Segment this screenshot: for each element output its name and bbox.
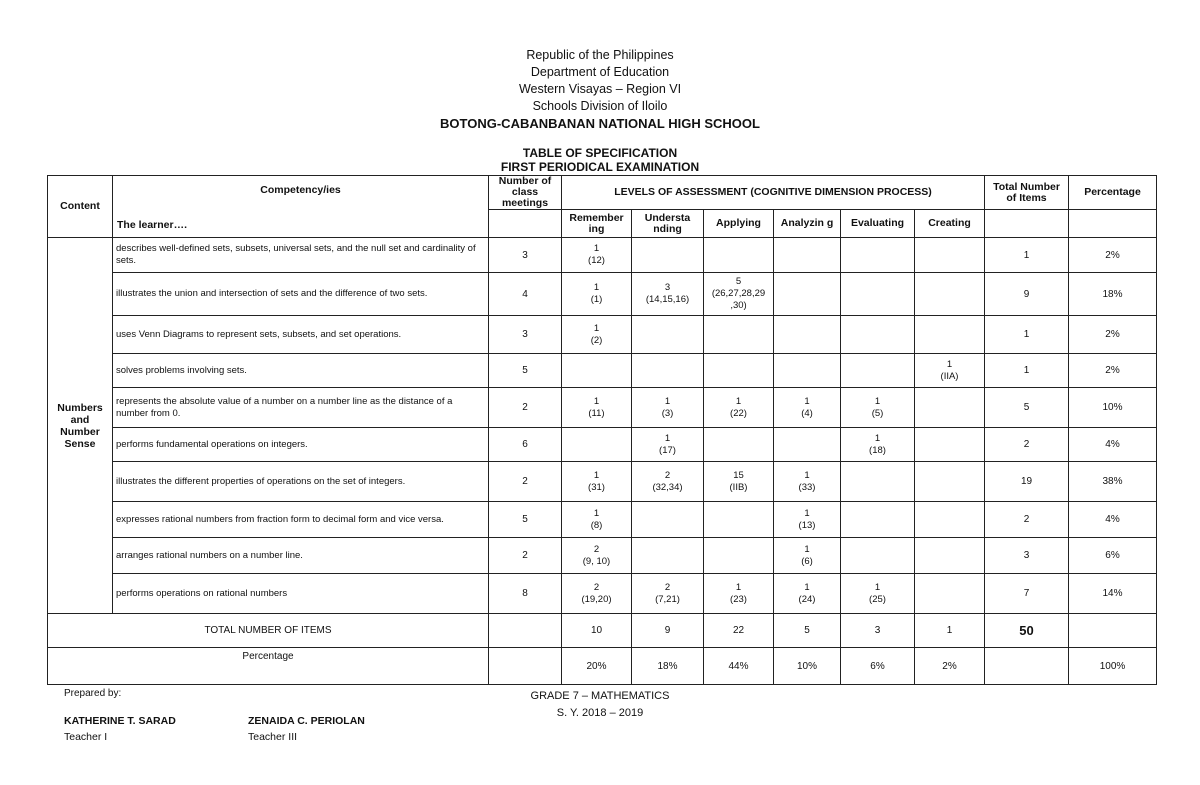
totals-row (48, 614, 1157, 648)
level-eva-cell: 1 (18) (841, 428, 915, 462)
level-ana-cell: 1 (6) (774, 538, 841, 574)
level-rem-cell (562, 354, 632, 388)
level-ana-cell: 1 (13) (774, 502, 841, 538)
level-und-cell: 2 (7,21) (632, 574, 704, 614)
competency-cell: describes well-defined sets, subsets, universal sets, and the null set and cardinality of sets. (113, 238, 489, 273)
level-und-cell (632, 238, 704, 273)
header-percentage: Percentage (1069, 176, 1157, 210)
header-content: Content (48, 176, 113, 238)
header-percentage-sub (1069, 210, 1157, 238)
level-rem-cell: 2 (9, 10) (562, 538, 632, 574)
level-ana-cell (774, 316, 841, 354)
level-rem-cell: 1 (11) (562, 388, 632, 428)
document-titles (0, 146, 1200, 174)
table-row (48, 354, 1157, 388)
level-app-cell (704, 238, 774, 273)
percentage-cell: 2% (1069, 316, 1157, 354)
percentages-app: 44% (704, 648, 774, 685)
table-row (48, 388, 1157, 428)
level-und-cell (632, 316, 704, 354)
level-eva-cell (841, 273, 915, 316)
header-line-region: Western Visayas – Region VI (518, 82, 682, 96)
meetings-cell: 3 (489, 238, 562, 273)
level-app-cell (704, 502, 774, 538)
totals-label: TOTAL NUMBER OF ITEMS (48, 614, 489, 648)
totals-meetings-empty (489, 614, 562, 648)
competency-cell: illustrates the union and intersection of sets and the difference of two sets. (113, 273, 489, 316)
school-year: S. Y. 2018 – 2019 (556, 707, 644, 719)
level-cre-cell: 1 (IIA) (915, 354, 985, 388)
level-app-cell (704, 538, 774, 574)
level-app-cell (704, 316, 774, 354)
level-cre-cell (915, 538, 985, 574)
percentage-cell: 10% (1069, 388, 1157, 428)
signatory-2-title: Teacher III (248, 731, 298, 743)
header-total: Total Number of Items (985, 176, 1069, 210)
header-learner-label: The learner…. (117, 219, 188, 231)
title-exam: FIRST PERIODICAL EXAMINATION (500, 160, 700, 174)
signatory-1-title: Teacher I (64, 731, 108, 743)
level-rem-cell (562, 428, 632, 462)
total-items-cell: 5 (985, 388, 1069, 428)
level-eva-cell (841, 502, 915, 538)
school-name: BOTONG-CABANBANAN NATIONAL HIGH SCHOOL (440, 116, 760, 131)
level-rem-cell: 1 (12) (562, 238, 632, 273)
header-competency (113, 176, 489, 238)
level-cre-cell (915, 462, 985, 502)
header-analyzing: Analyzin g (774, 210, 841, 238)
level-eva-cell (841, 238, 915, 273)
level-ana-cell: 1 (4) (774, 388, 841, 428)
total-items-cell: 1 (985, 316, 1069, 354)
competency-cell: illustrates the different properties of operations on the set of integers. (113, 462, 489, 502)
level-und-cell (632, 354, 704, 388)
table-row (48, 428, 1157, 462)
header-line-department: Department of Education (530, 65, 670, 79)
grade-label: GRADE 7 – MATHEMATICS (530, 690, 670, 702)
meetings-cell: 2 (489, 388, 562, 428)
total-items-cell: 19 (985, 462, 1069, 502)
total-items-cell: 9 (985, 273, 1069, 316)
level-und-cell: 3 (14,15,16) (632, 273, 704, 316)
totals-ana: 5 (774, 614, 841, 648)
percentages-rem: 20% (562, 648, 632, 685)
level-und-cell: 1 (17) (632, 428, 704, 462)
header-understanding: Understa nding (632, 210, 704, 238)
total-items-cell: 1 (985, 238, 1069, 273)
total-items-cell: 7 (985, 574, 1069, 614)
level-rem-cell: 1 (31) (562, 462, 632, 502)
level-app-cell (704, 354, 774, 388)
totals-percentage-empty (1069, 614, 1157, 648)
percentages-total-empty (985, 648, 1069, 685)
total-items-cell: 1 (985, 354, 1069, 388)
competency-cell: uses Venn Diagrams to represent sets, subsets, and set operations. (113, 316, 489, 354)
percentage-cell: 38% (1069, 462, 1157, 502)
overall-percentage: 100% (1069, 648, 1157, 685)
level-cre-cell (915, 502, 985, 538)
level-und-cell (632, 502, 704, 538)
header-applying: Applying (704, 210, 774, 238)
meetings-cell: 5 (489, 502, 562, 538)
total-items-cell: 2 (985, 502, 1069, 538)
level-eva-cell (841, 538, 915, 574)
document-header (0, 47, 1200, 132)
level-ana-cell (774, 354, 841, 388)
level-eva-cell: 1 (5) (841, 388, 915, 428)
percentages-label: Percentage (48, 648, 489, 685)
level-cre-cell (915, 238, 985, 273)
percentage-cell: 2% (1069, 354, 1157, 388)
level-cre-cell (915, 273, 985, 316)
level-cre-cell (915, 316, 985, 354)
header-levels: LEVELS OF ASSESSMENT (COGNITIVE DIMENSION PROCESS) (562, 176, 985, 210)
percentages-row (48, 648, 1157, 685)
level-rem-cell: 1 (8) (562, 502, 632, 538)
signatory-2-name: ZENAIDA C. PERIOLAN (248, 715, 365, 727)
total-items-cell: 3 (985, 538, 1069, 574)
level-ana-cell: 1 (33) (774, 462, 841, 502)
header-line-republic: Republic of the Philippines (526, 48, 674, 62)
meetings-cell: 3 (489, 316, 562, 354)
percentages-und: 18% (632, 648, 704, 685)
totals-app: 22 (704, 614, 774, 648)
competency-cell: solves problems involving sets. (113, 354, 489, 388)
table-row (48, 462, 1157, 502)
total-items-cell: 2 (985, 428, 1069, 462)
header-evaluating: Evaluating (841, 210, 915, 238)
percentages-eva: 6% (841, 648, 915, 685)
header-meetings: Number of class meetings (489, 176, 562, 210)
percentage-cell: 6% (1069, 538, 1157, 574)
prepared-by-label: Prepared by: (64, 688, 122, 699)
level-app-cell: 5 (26,27,28,29 ,30) (704, 273, 774, 316)
table-row (48, 273, 1157, 316)
percentage-cell: 14% (1069, 574, 1157, 614)
specification-table (47, 175, 1157, 685)
percentage-cell: 4% (1069, 428, 1157, 462)
level-rem-cell: 2 (19,20) (562, 574, 632, 614)
header-meetings-sub (489, 210, 562, 238)
level-eva-cell (841, 462, 915, 502)
signatory-1-name: KATHERINE T. SARAD (64, 715, 176, 727)
percentages-cre: 2% (915, 648, 985, 685)
header-competency-label: Competency/ies (260, 184, 341, 196)
table-row (48, 574, 1157, 614)
level-app-cell (704, 428, 774, 462)
meetings-cell: 6 (489, 428, 562, 462)
competency-cell: represents the absolute value of a number on a number line as the distance of a number from 0. (113, 388, 489, 428)
level-und-cell: 2 (32,34) (632, 462, 704, 502)
grade-subject (0, 688, 1200, 722)
totals-cre: 1 (915, 614, 985, 648)
table-row (48, 316, 1157, 354)
level-ana-cell (774, 428, 841, 462)
meetings-cell: 2 (489, 538, 562, 574)
signatory-1 (64, 713, 176, 745)
grand-total: 50 (985, 614, 1069, 648)
level-rem-cell: 1 (1) (562, 273, 632, 316)
meetings-cell: 8 (489, 574, 562, 614)
level-app-cell: 1 (23) (704, 574, 774, 614)
table-row (48, 238, 1157, 273)
header-line-division: Schools Division of Iloilo (532, 99, 668, 113)
level-ana-cell (774, 273, 841, 316)
meetings-cell: 5 (489, 354, 562, 388)
percentages-meetings-empty (489, 648, 562, 685)
level-eva-cell: 1 (25) (841, 574, 915, 614)
competency-cell: performs operations on rational numbers (113, 574, 489, 614)
title-table-of-specification: TABLE OF SPECIFICATION (522, 146, 678, 160)
level-cre-cell (915, 574, 985, 614)
totals-eva: 3 (841, 614, 915, 648)
percentage-cell: 4% (1069, 502, 1157, 538)
level-ana-cell (774, 238, 841, 273)
totals-rem: 10 (562, 614, 632, 648)
header-total-sub (985, 210, 1069, 238)
level-app-cell: 1 (22) (704, 388, 774, 428)
level-cre-cell (915, 428, 985, 462)
competency-cell: expresses rational numbers from fraction form to decimal form and vice versa. (113, 502, 489, 538)
meetings-cell: 2 (489, 462, 562, 502)
level-app-cell: 15 (IIB) (704, 462, 774, 502)
header-remembering: Remember ing (562, 210, 632, 238)
competency-cell: performs fundamental operations on integers. (113, 428, 489, 462)
header-creating: Creating (915, 210, 985, 238)
percentage-cell: 2% (1069, 238, 1157, 273)
percentage-cell: 18% (1069, 273, 1157, 316)
percentages-ana: 10% (774, 648, 841, 685)
level-ana-cell: 1 (24) (774, 574, 841, 614)
level-eva-cell (841, 354, 915, 388)
level-eva-cell (841, 316, 915, 354)
totals-und: 9 (632, 614, 704, 648)
level-und-cell (632, 538, 704, 574)
level-cre-cell (915, 388, 985, 428)
level-und-cell: 1 (3) (632, 388, 704, 428)
meetings-cell: 4 (489, 273, 562, 316)
table-row (48, 538, 1157, 574)
content-area: Numbers and Number Sense (48, 238, 113, 614)
table-row (48, 502, 1157, 538)
signatory-2 (248, 713, 365, 745)
competency-cell: arranges rational numbers on a number line. (113, 538, 489, 574)
level-rem-cell: 1 (2) (562, 316, 632, 354)
